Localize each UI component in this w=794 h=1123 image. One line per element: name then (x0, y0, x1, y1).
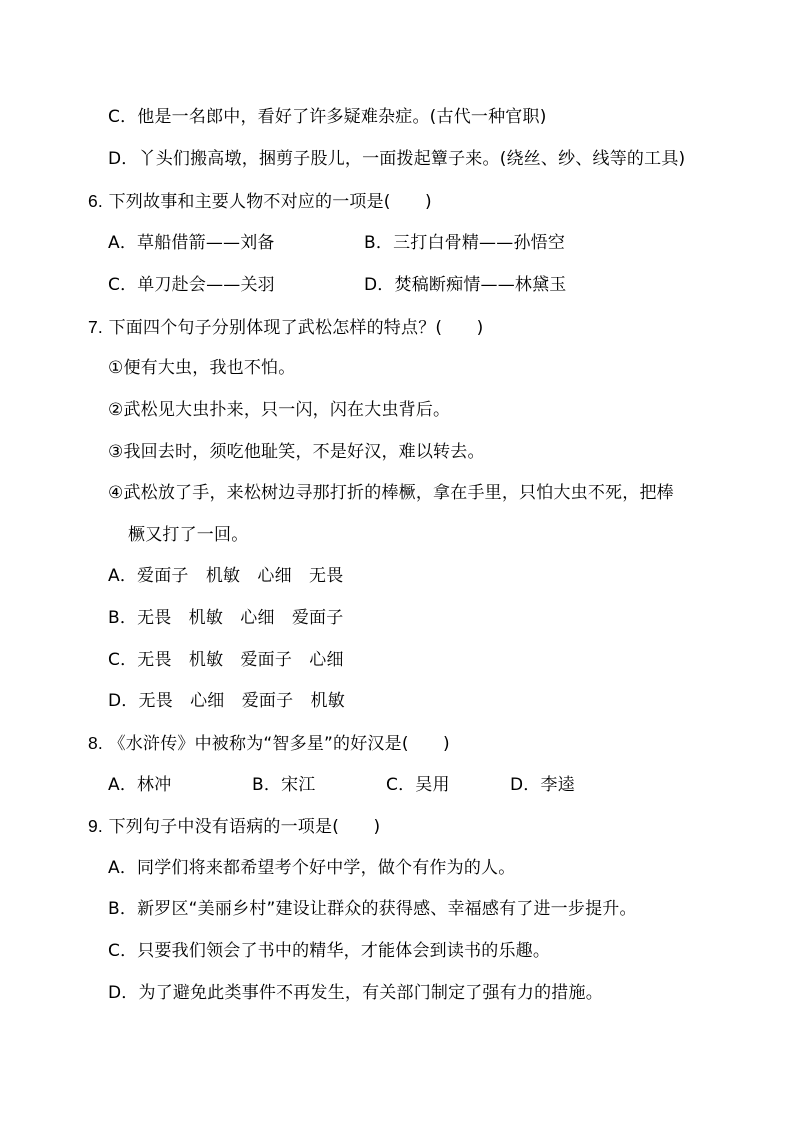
q8-stem: 《水浒传》中被称为“智多星”的好汉是( ) (108, 734, 450, 754)
q7-option-b: B．无畏 机敏 心细 爱面子 (108, 608, 344, 628)
q9-option-c: C．只要我们领会了书中的精华，才能体会到读书的乐趣。 (108, 941, 551, 961)
q7-sentence-4-cont: 橛又打了一回。 (128, 525, 249, 545)
q5-option-c: C．他是一名郎中，看好了许多疑难杂症。(古代一种官职) (108, 107, 547, 127)
q5-option-d: D．丫头们搬高墩，捆剪子股儿，一面拨起簟子来。(绕丝、纱、线等的工具) (108, 149, 686, 169)
q7-sentence-3: ③我回去时，须吃他耻笑，不是好汉，难以转去。 (108, 442, 485, 462)
q9-option-b: B．新罗区“美丽乡村”建设让群众的获得感、幸福感有了进一步提升。 (108, 899, 637, 919)
q7-number: 7. (88, 317, 103, 337)
q6-option-d: D．焚稿断痴情——林黛玉 (364, 275, 567, 295)
q6-option-c: C．单刀赴会——关羽 (108, 275, 275, 295)
q6-option-b: B．三打白骨精——孙悟空 (364, 233, 566, 253)
q7-option-c: C．无畏 机敏 爱面子 心细 (108, 650, 344, 670)
q7-option-a: A．爱面子 机敏 心细 无畏 (108, 566, 344, 586)
q8-option-a: A．林冲 (108, 775, 172, 795)
q7-sentence-2: ②武松见大虫扑来，只一闪，闪在大虫背后。 (108, 400, 451, 420)
q9-stem: 下列句子中没有语病的一项是( ) (108, 817, 381, 837)
q6-number: 6. (88, 191, 103, 211)
q7-sentence-1: ①便有大虫，我也不怕。 (108, 358, 296, 378)
q6-stem-line (88, 190, 432, 213)
q6-stem: 下列故事和主要人物不对应的一项是( ) (108, 192, 432, 212)
q9-number: 9. (88, 816, 103, 836)
q8-option-c: C．吴用 (386, 775, 450, 795)
q9-option-a: A．同学们将来都希望考个好中学，做个有作为的人。 (108, 858, 516, 878)
q7-option-d: D．无畏 心细 爱面子 机敏 (108, 691, 345, 711)
q7-stem-line (88, 316, 483, 339)
q8-option-d: D．李逵 (510, 775, 575, 795)
q9-option-d: D．为了避免此类事件不再发生，有关部门制定了强有力的措施。 (108, 983, 603, 1003)
q8-option-b: B．宋江 (252, 775, 316, 795)
q8-stem-line (88, 732, 450, 755)
q7-stem: 下面四个句子分别体现了武松怎样的特点？( ) (108, 318, 484, 338)
q7-sentence-4: ④武松放了手，来松树边寻那打折的棒橛，拿在手里，只怕大虫不死，把棒 (108, 483, 674, 503)
q6-option-a: A．草船借箭——刘备 (108, 233, 275, 253)
q9-stem-line (88, 815, 380, 838)
q8-number: 8. (88, 733, 103, 753)
